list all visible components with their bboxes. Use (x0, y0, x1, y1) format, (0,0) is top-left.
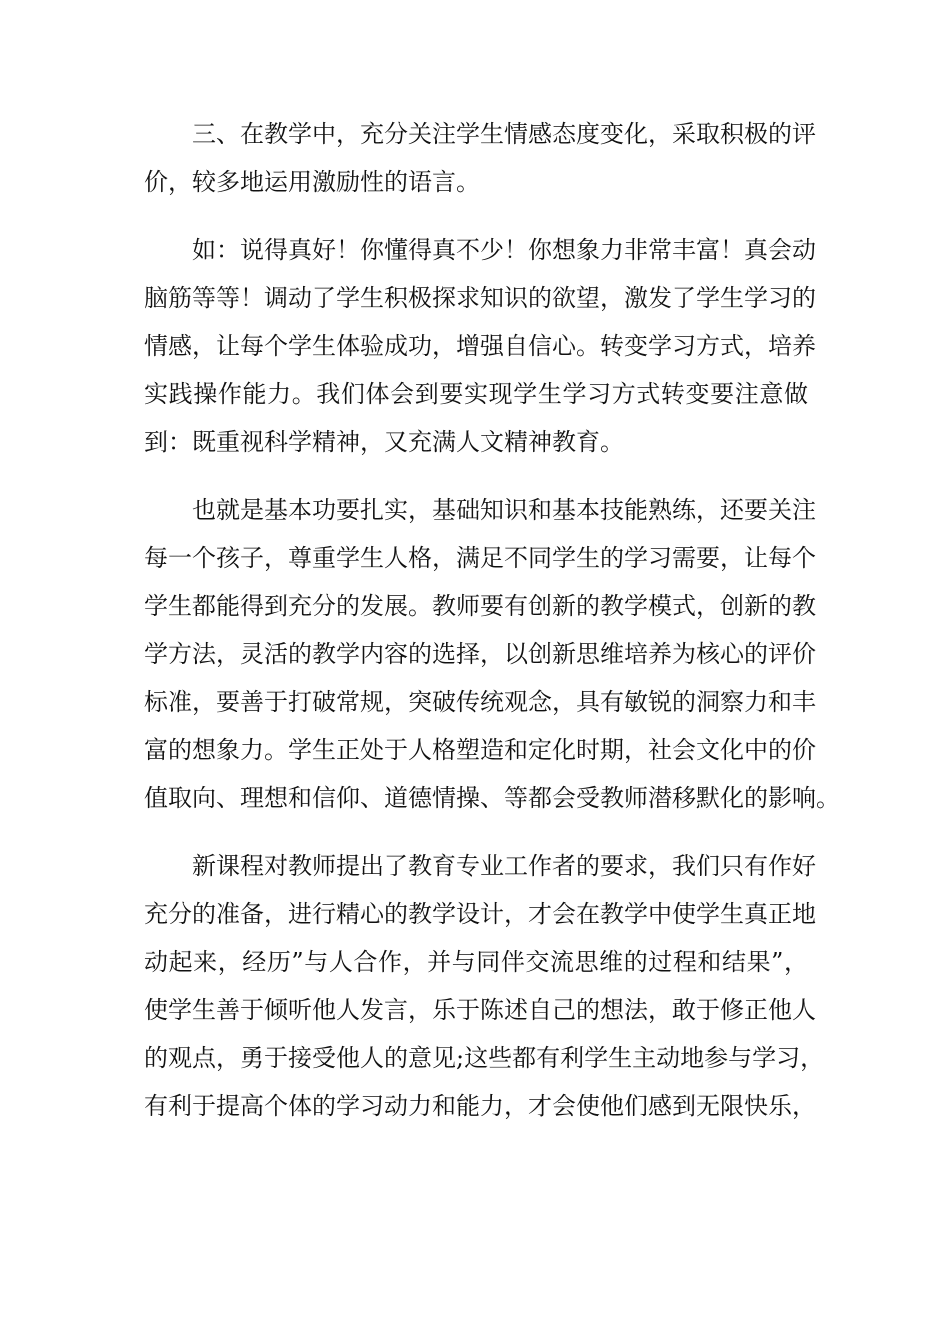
text-line: 标准，要善于打破常规，突破传统观念，具有敏锐的洞察力和丰 (144, 688, 816, 716)
text-line: 实践操作能力。我们体会到要实现学生学习方式转变要注意做 (144, 380, 808, 408)
paragraph-new-curriculum (144, 842, 825, 1130)
text-line: 每一个孩子，尊重学生人格，满足不同学生的学习需要，让每个 (144, 544, 816, 572)
text-line: 学生都能得到充分的发展。教师要有创新的教学模式，创新的教 (144, 592, 816, 620)
text-line: 也就是基本功要扎实，基础知识和基本技能熟练，还要关注 (192, 496, 816, 524)
text-line: 有利于提高个体的学习动力和能力，才会使他们感到无限快乐， (144, 1092, 816, 1120)
text-line: 学方法，灵活的教学内容的选择，以创新思维培养为核心的评价 (144, 640, 816, 668)
text-line: 使学生善于倾听他人发言，乐于陈述自己的想法，敢于修正他人 (144, 996, 816, 1024)
document-body (144, 110, 840, 1150)
text-line: 新课程对教师提出了教育专业工作者的要求，我们只有作好 (192, 852, 816, 880)
text-line: 值取向、理想和信仰、道德情操、等都会受教师潜移默化的影响。 (144, 784, 840, 812)
paragraph-fundamentals (144, 486, 840, 822)
text-line: 的观点，勇于接受他人的意见;这些都有利学生主动地参与学习， (144, 1044, 825, 1072)
paragraph-examples (144, 226, 816, 466)
text-line: 充分的准备，进行精心的教学设计，才会在教学中使学生真正地 (144, 900, 816, 928)
text-line: 三、在教学中，充分关注学生情感态度变化，采取积极的评 (192, 120, 816, 148)
text-line: 富的想象力。学生正处于人格塑造和定化时期，社会文化中的价 (144, 736, 816, 764)
text-line: 脑筋等等！调动了学生积极探求知识的欲望，激发了学生学习的 (144, 284, 816, 312)
text-line: 情感，让每个学生体验成功，增强自信心。转变学习方式，培养 (144, 332, 816, 360)
text-line: 动起来，经历”与人合作，并与同伴交流思维的过程和结果”， (144, 948, 808, 976)
text-line: 到：既重视科学精神，又充满人文精神教育。 (144, 428, 624, 456)
text-line: 价，较多地运用激励性的语言。 (144, 168, 480, 196)
paragraph-evaluation (144, 110, 816, 206)
text-line: 如：说得真好！你懂得真不少！你想象力非常丰富！真会动 (192, 236, 816, 264)
